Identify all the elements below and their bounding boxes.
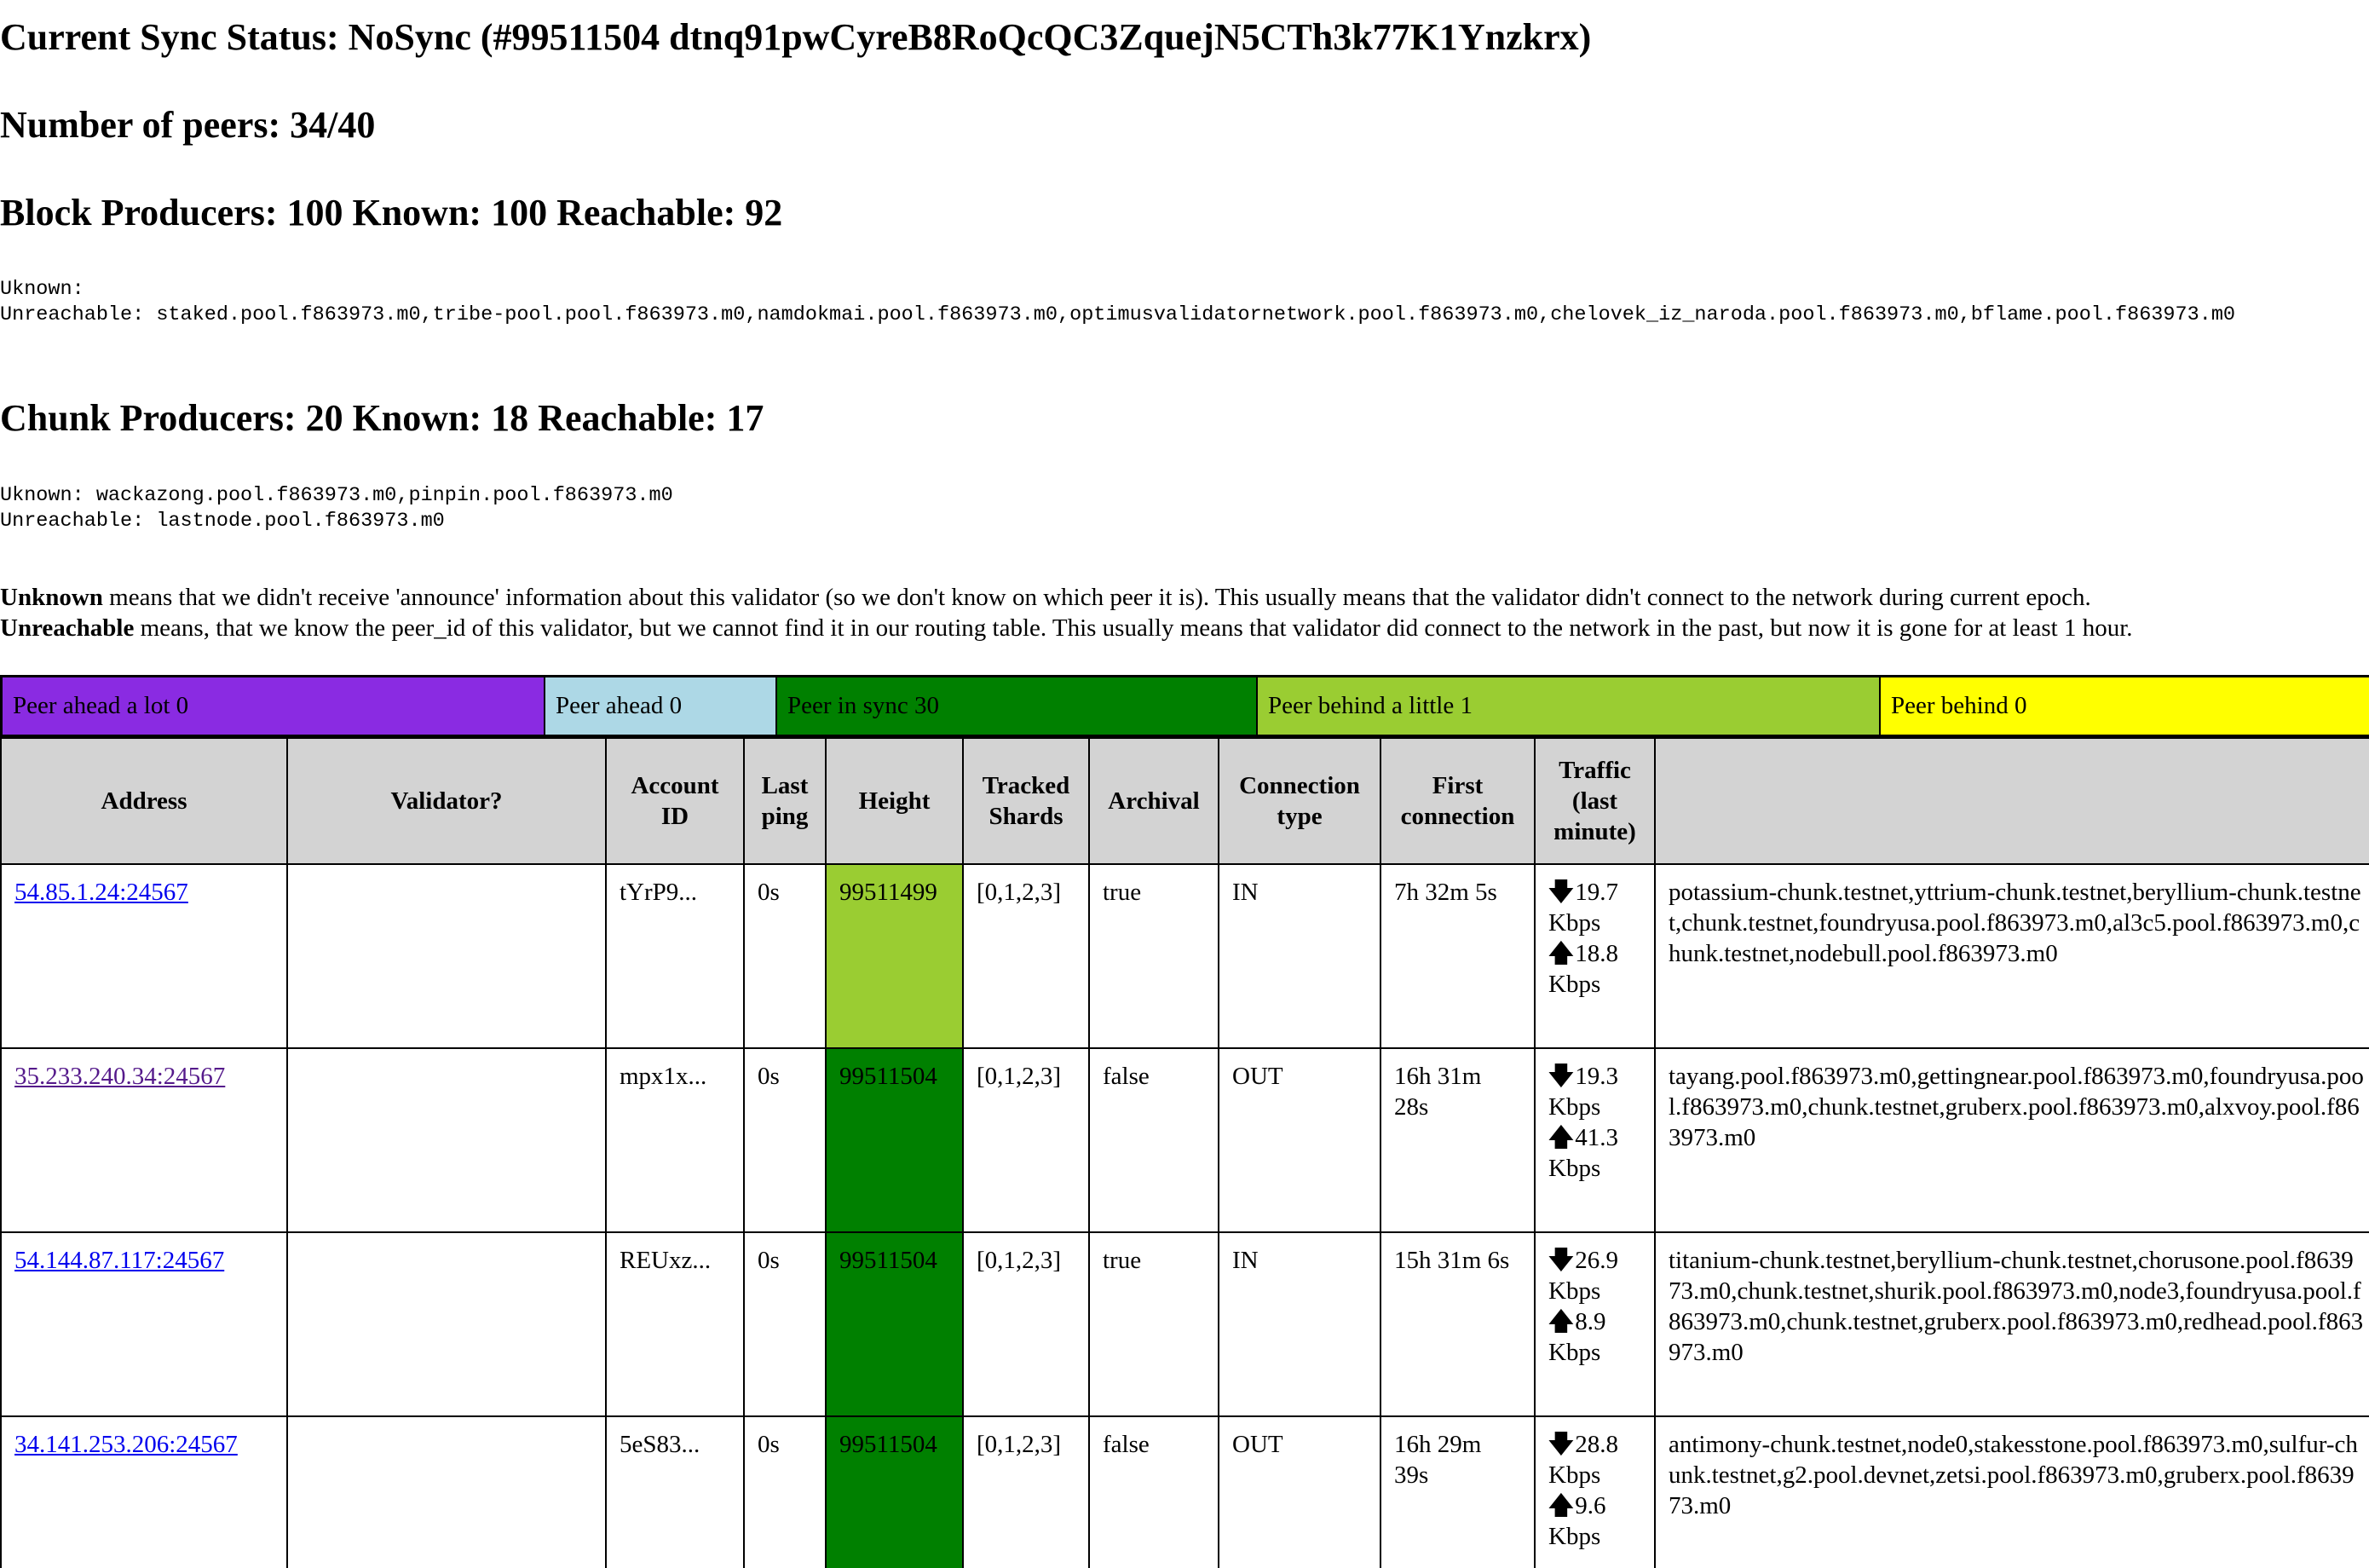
first-connection-cell: 15h 31m 6s	[1380, 1232, 1535, 1416]
bp-unknown-line: Uknown:	[0, 278, 96, 301]
archival-cell: true	[1089, 864, 1219, 1048]
header-validator: Validator?	[287, 738, 606, 864]
connection-type-cell: IN	[1219, 1232, 1380, 1416]
header-archival: Archival	[1089, 738, 1219, 864]
last-ping-cell: 0s	[744, 864, 826, 1048]
legend-ahead: Peer ahead 0	[545, 677, 776, 736]
table-row	[1, 864, 2369, 1048]
traffic-cell	[1535, 1232, 1655, 1416]
validator-cell	[287, 1416, 606, 1568]
traffic-up: 41.3 Kbps	[1548, 1124, 1618, 1182]
table-row	[1, 1232, 2369, 1416]
legend-behind-little: Peer behind a little 1	[1257, 677, 1880, 736]
connection-type-cell: OUT	[1219, 1416, 1380, 1568]
unreachable-term: Unreachable	[0, 614, 135, 642]
header-account-id: Account ID	[606, 738, 744, 864]
traffic-up: 8.9 Kbps	[1548, 1308, 1606, 1366]
routes-cell: antimony-chunk.testnet,node0,stakesstone.pool.f863973.m0,sulfur-chunk.testnet,g2.pool.devnet,zetsi.pool.f863973.m0,gruberx.pool.f863973.m0	[1655, 1416, 2369, 1568]
peer-address-link[interactable]: 35.233.240.34:24567	[14, 1063, 226, 1090]
first-connection-cell: 16h 31m 28s	[1380, 1048, 1535, 1232]
address-cell	[1, 1048, 287, 1232]
header-traffic: Traffic (last minute)	[1535, 738, 1655, 864]
address-cell	[1, 1232, 287, 1416]
cp-unknown-line: Uknown: wackazong.pool.f863973.m0,pinpin.pool.f863973.m0	[0, 484, 673, 507]
traffic-cell	[1535, 1048, 1655, 1232]
unknown-term: Unknown	[0, 584, 103, 611]
chunk-producers-lists	[0, 483, 673, 534]
validator-cell	[287, 1048, 606, 1232]
traffic-down: 28.8 Kbps	[1548, 1431, 1618, 1489]
peers-table	[0, 737, 2369, 1568]
address-cell	[1, 864, 287, 1048]
traffic-cell	[1535, 1416, 1655, 1568]
traffic-down: 26.9 Kbps	[1548, 1247, 1618, 1305]
tracked-shards-cell: [0,1,2,3]	[963, 864, 1089, 1048]
header-address: Address	[1, 738, 287, 864]
block-producers-heading: Block Producers: 100 Known: 100 Reachable: 92	[0, 192, 783, 233]
account-id-cell: REUxz...	[606, 1232, 744, 1416]
arrow-up-icon: 🡅	[1548, 1492, 1574, 1519]
last-ping-cell: 0s	[744, 1048, 826, 1232]
account-id-cell: 5eS83...	[606, 1416, 744, 1568]
bp-unreachable-line: Unreachable: staked.pool.f863973.m0,tribe-pool.pool.f863973.m0,namdokmai.pool.f863973.m0,optimusvalidatornetwork.pool.f863973.m0,chelovek_iz_naroda.pool.f863973.m0,bflame.pool.f863973.m0	[0, 303, 2236, 326]
unknown-explanation	[0, 582, 2133, 613]
last-ping-cell: 0s	[744, 1416, 826, 1568]
header-routes	[1655, 738, 2369, 864]
routes-cell: tayang.pool.f863973.m0,gettingnear.pool.f863973.m0,foundryusa.pool.f863973.m0,chunk.testnet,gruberx.pool.f863973.m0,alxvoy.pool.f863973.m0	[1655, 1048, 2369, 1232]
chunk-producers-heading: Chunk Producers: 20 Known: 18 Reachable: 17	[0, 397, 764, 439]
unreachable-explanation	[0, 613, 2133, 643]
account-id-cell: mpx1x...	[606, 1048, 744, 1232]
validator-cell	[287, 864, 606, 1048]
traffic-up: 18.8 Kbps	[1548, 940, 1618, 998]
tracked-shards-cell: [0,1,2,3]	[963, 1416, 1089, 1568]
traffic-down: 19.3 Kbps	[1548, 1063, 1618, 1121]
table-row	[1, 1416, 2369, 1568]
legend-explanation	[0, 582, 2133, 643]
table-row	[1, 1048, 2369, 1232]
peers-count-heading: Number of peers: 34/40	[0, 104, 376, 146]
tracked-shards-cell: [0,1,2,3]	[963, 1232, 1089, 1416]
unknown-text: means that we didn't receive 'announce' information about this validator (so we don't know on which peer it is). This usually means that the validator didn't connect to the network during current epoch.	[102, 584, 2091, 611]
connection-type-cell: IN	[1219, 864, 1380, 1048]
header-height: Height	[826, 738, 963, 864]
validator-cell	[287, 1232, 606, 1416]
header-connection-type: Connection type	[1219, 738, 1380, 864]
unreachable-text: means, that we know the peer_id of this validator, but we cannot find it in our routing table. This usually means that validator did connect to the network in the past, but now it is gone for at least 1 hour.	[134, 614, 2133, 642]
sync-legend-table	[0, 675, 2369, 737]
height-cell: 99511504	[826, 1048, 963, 1232]
tracked-shards-cell: [0,1,2,3]	[963, 1048, 1089, 1232]
arrow-down-icon: 🡇	[1548, 1063, 1574, 1090]
account-id-cell: tYrP9...	[606, 864, 744, 1048]
routes-cell: titanium-chunk.testnet,beryllium-chunk.testnet,chorusone.pool.f863973.m0,chunk.testnet,shurik.pool.f863973.m0,node3,foundryusa.pool.f863973.m0,chunk.testnet,gruberx.pool.f863973.m0,redhead.pool.f863973.m0	[1655, 1232, 2369, 1416]
legend-ahead-a-lot: Peer ahead a lot 0	[2, 677, 545, 736]
archival-cell: true	[1089, 1232, 1219, 1416]
arrow-down-icon: 🡇	[1548, 879, 1574, 906]
archival-cell: false	[1089, 1048, 1219, 1232]
legend-in-sync: Peer in sync 30	[776, 677, 1257, 736]
arrow-up-icon: 🡅	[1548, 1308, 1574, 1335]
first-connection-cell: 16h 29m 39s	[1380, 1416, 1535, 1568]
peers-table-header	[1, 738, 2369, 864]
sync-status-heading: Current Sync Status: NoSync (#99511504 dtnq91pwCyreB8RoQcQC3ZquejN5CTh3k77K1Ynzkrx)	[0, 16, 1592, 58]
peer-address-link[interactable]: 54.144.87.117:24567	[14, 1247, 225, 1274]
address-cell	[1, 1416, 287, 1568]
height-cell: 99511499	[826, 864, 963, 1048]
block-producers-lists	[0, 277, 2235, 328]
header-first-connection: First connection	[1380, 738, 1535, 864]
header-tracked-shards: Tracked Shards	[963, 738, 1089, 864]
header-last-ping: Last ping	[744, 738, 826, 864]
routes-cell: potassium-chunk.testnet,yttrium-chunk.testnet,beryllium-chunk.testnet,chunk.testnet,foundryusa.pool.f863973.m0,al3c5.pool.f863973.m0,chunk.testnet,nodebull.pool.f863973.m0	[1655, 864, 2369, 1048]
last-ping-cell: 0s	[744, 1232, 826, 1416]
arrow-up-icon: 🡅	[1548, 1124, 1574, 1151]
peer-address-link[interactable]: 34.141.253.206:24567	[14, 1431, 238, 1458]
legend-behind: Peer behind 0	[1880, 677, 2369, 736]
connection-type-cell: OUT	[1219, 1048, 1380, 1232]
arrow-down-icon: 🡇	[1548, 1431, 1574, 1458]
archival-cell: false	[1089, 1416, 1219, 1568]
first-connection-cell: 7h 32m 5s	[1380, 864, 1535, 1048]
height-cell: 99511504	[826, 1232, 963, 1416]
traffic-cell	[1535, 864, 1655, 1048]
height-cell: 99511504	[826, 1416, 963, 1568]
arrow-down-icon: 🡇	[1548, 1247, 1574, 1274]
peer-address-link[interactable]: 54.85.1.24:24567	[14, 879, 188, 906]
cp-unreachable-line: Unreachable: lastnode.pool.f863973.m0	[0, 510, 445, 533]
traffic-up: 9.6 Kbps	[1548, 1492, 1606, 1550]
arrow-up-icon: 🡅	[1548, 940, 1574, 967]
traffic-down: 19.7 Kbps	[1548, 879, 1618, 937]
